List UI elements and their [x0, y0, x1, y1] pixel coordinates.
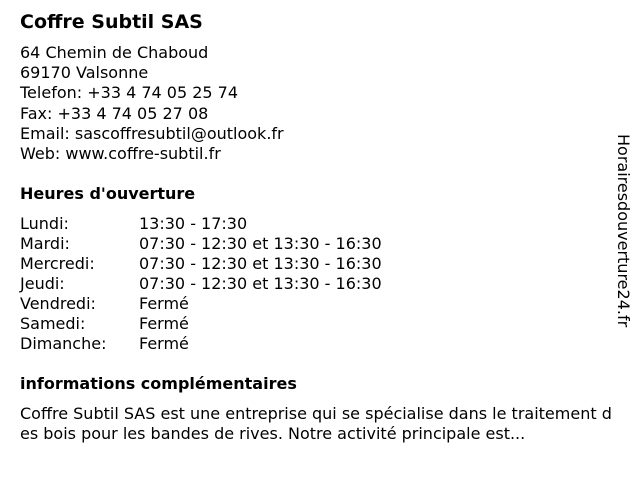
- day-label: Mardi:: [20, 234, 70, 253]
- site-watermark: [612, 134, 634, 344]
- watermark-text: Horairesdouverture24.fr: [614, 134, 633, 328]
- hours-row: [20, 314, 382, 334]
- day-label: Jeudi:: [20, 274, 65, 293]
- phone-number: Telefon: +33 4 74 05 25 74: [20, 83, 239, 103]
- street-address: 64 Chemin de Chaboud: [20, 43, 209, 62]
- day-label: Mercredi:: [20, 254, 95, 273]
- company-name: Coffre Subtil SAS: [20, 11, 203, 33]
- additional-info-heading: informations complémentaires: [20, 374, 297, 393]
- contact-block: [20, 43, 284, 164]
- day-label: Lundi:: [20, 214, 69, 233]
- opening-hours-heading: Heures d'ouverture: [20, 184, 196, 203]
- hours-row: [20, 274, 382, 294]
- day-label: Dimanche:: [20, 334, 107, 353]
- day-label: Samedi:: [20, 314, 86, 333]
- hours-value: 13:30 - 17:30: [139, 214, 248, 233]
- fax-number: Fax: +33 4 74 05 27 08: [20, 103, 209, 123]
- hours-value: Fermé: [139, 314, 189, 333]
- hours-value: Fermé: [139, 294, 189, 313]
- hours-row: [20, 214, 382, 234]
- email-address: Email: sascoffresubtil@outlook.fr: [20, 123, 284, 143]
- hours-value: 07:30 - 12:30 et 13:30 - 16:30: [139, 254, 382, 273]
- website: Web: www.coffre-subtil.fr: [20, 144, 221, 164]
- hours-value: 07:30 - 12:30 et 13:30 - 16:30: [139, 234, 382, 253]
- company-description: Coffre Subtil SAS est une entreprise qui se spécialise dans le traitement des bois pour les bandes de rives. Notre activité principale est...: [20, 404, 612, 443]
- hours-value: Fermé: [139, 334, 189, 353]
- hours-row: [20, 334, 382, 354]
- day-label: Vendredi:: [20, 294, 96, 313]
- opening-hours-table: [20, 214, 382, 354]
- city-postcode: 69170 Valsonne: [20, 63, 149, 83]
- hours-row: [20, 254, 382, 274]
- hours-value: 07:30 - 12:30 et 13:30 - 16:30: [139, 274, 382, 293]
- hours-row: [20, 294, 382, 314]
- hours-row: [20, 234, 382, 254]
